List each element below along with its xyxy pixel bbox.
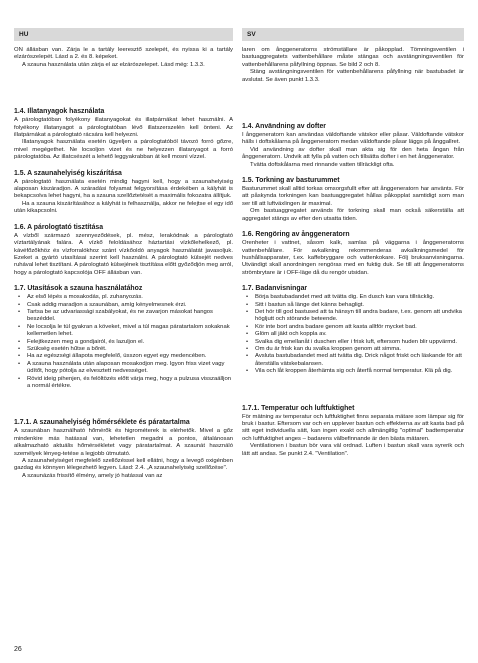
instruction-list [14, 294, 233, 390]
section-1-6 [242, 230, 464, 277]
column-hu [14, 47, 233, 480]
section-1-4 [242, 122, 464, 169]
list-item: • Glöm all jäkt och koppla av. [242, 331, 464, 338]
section-heading: 1.6. A párologtató tisztítása [14, 223, 104, 231]
paragraph: Vid användning av dofter skall man akta sig för den heta ångan från ånggeneratorn. Undvik att fylla på vatten och tillsätta dofter i en het ånggenerator. [242, 146, 464, 161]
section-heading: 1.7. Badanvisningar [242, 285, 308, 293]
paragraph: A párologtatóban folyékony illatanyagokat és illatpárnákat lehet használni. A folyékony illatanyagot a párologtatóban lévő illatszerszelén kell önteni. Az illatpárnákat a párologtató rácsára kell helyezni. [14, 117, 233, 139]
section-1-5 [242, 176, 464, 223]
section-heading: 1.4. Användning av dofter [242, 123, 326, 131]
paragraph: A szaunában használható hőmérők és higrométerek is elérhetők. Mivel a gőz mindenkire más hatással van, lehetetlen megadni a pontos, általánosan alkalmazható aktuális hőmérsékletet vagy páratartalmat. A szaunát használó személyek lényeg-tetése a legjobb útmutató. [14, 428, 233, 457]
list-item: • Vila och låt kroppen återhämta sig och återfå normal temperatur. Klä på dig. [242, 368, 464, 375]
list-item: • Kör inte bort andra badare genom att kasta alltför mycket bad. [242, 324, 464, 331]
list-item: • Tartsa be az udvariassági szabályokat, és ne zavarjon másokat hangos beszéddel. [14, 309, 233, 324]
list-item: • Szükség esetén hűtse a bőrét. [14, 346, 233, 353]
list-item: • Az első lépés a mosakodás, pl. zuhanyozás. [14, 294, 233, 301]
paragraph: Basturummet skall alltid torkas omsorgsfullt efter att ånggeneratorn har använts. För att påskynda torkningen kan bastuaggregatet hållas påkopplat samtidigt som man ser till att luftväxlingen är maximal. [242, 186, 464, 207]
intro-paragraph: ON állásban van. Zárja le a tartály leeresztő szelepét, és nyissa ki a tartály elzárószelepét. Lásd a 2. és 8. képeket. [14, 47, 233, 61]
list-item: • Csak addig maradjon a szaunában, amíg kényelmesnek érzi. [14, 302, 233, 309]
list-item: • Avsluta bastubadandet med att tvätta dig. Drick något friskt och läskande för att återställa vätskebalansen. [242, 353, 464, 368]
section-heading: 1.5. A szaunahelyiség kiszárítása [14, 169, 122, 177]
paragraph: Ventilationen i bastun bör vara väl ordnad. Luften i bastun skall vara syrerik och lätt att andas. Se punkt 2.4. "Ventilation". [242, 443, 464, 457]
instruction-list [242, 294, 464, 375]
paragraph: I ånggeneratorn kan användas väldoftande vätskor eller påsar. Väldoftande vätskor hälls i doftskålarna på ånggeneratorn medan väldoftande påsar läggs på ånggallret. [242, 132, 464, 146]
intro-paragraph: A szauna használata után zárja el az elzárószelepet. Lásd még: 1.3.3. [22, 61, 205, 68]
list-item: • Börja bastubadandet med att tvätta dig. En dusch kan vara tillräcklig. [242, 294, 464, 301]
paragraph: Orenheter i vattnet, såsom kalk, samlas på väggarna i ånggeneratorns vattenbehållare. För avkalkning rekommenderas avkalkningsmedel för hushållsapparater, t.ex. kaffebryggare och vattenkokare. Följ bruksanvisningarna. Utvändigt skall anordningen rengöras med en fuktig duk. Se till att ånggeneratorns strömbrytare är i OFF-läge då du rengör utsidan. [242, 240, 464, 276]
list-item: • A szauna használata után alaposan mosakodjon meg. Igyon friss vizet vagy üdítőt, hogy pótolja az elvesztett nedvességet. [14, 361, 233, 376]
language-label-sv: SV [242, 28, 464, 41]
paragraph: Ha a szauna kiszárításához a kályhát is felhasználja, akkor ne felejtse el egy idő után kikapcsolni. [14, 200, 233, 215]
language-label-hu: HU [14, 28, 233, 41]
paragraph: För mätning av temperatur och luftfuktighet finns separata mätare som lämpar sig för bruk i bastur. Eftersom var och en upplever bastun och effekterna av att kasta bad på sitt eget individuella sätt, kan ingen exakt och allmängiltig "optimal" badtemperatur och luftfuktighet anges – badarens välbefinnande är den bästa mätaren. [242, 413, 464, 442]
section-heading: 1.7.1. Temperatur och luftfuktighet [242, 404, 355, 412]
intro-paragraph: Stäng avstängningsventilen för vattenbehållarens påfyllning när bastubadet är avslutat. Se även punkt 1.3.3. [242, 69, 464, 83]
paragraph: A vízből származó szennyeződések, pl. mész, lerakódnak a párologtató víztartályának falára. A vízkő feloldásához háztartási vízkőlehelkező, pl. kávéfőzőkhöz és vízforralókhoz szánt vízkőoldó anyagok használatát javasoljuk. Ezeket a gyártó utasításai szerint kell használni. A párologtató külsejét nedves ruhával lehet tisztítani. A párologtató külsejének tisztítása előtt győződjön meg arról, hogy a párologtató kapcsolója OFF állásban van. [14, 232, 233, 276]
list-item: • Rövid ideig pihenjen, és felöltözés előtt várja meg, hogy a pulzusa visszaálljon a normál értékre. [14, 376, 233, 391]
section-1-7-1 [242, 404, 464, 458]
list-item: • Om du är frisk kan du svalka kroppen genom att simma. [242, 346, 464, 353]
column-sv [242, 47, 464, 458]
list-item: • Ha az egészségi állapota megfelelő, ússzon egyet egy medencében. [14, 353, 233, 360]
list-item: • Svalka dig emellanåt i duschen eller i frisk luft, eftersom huden blir uppvärmd. [242, 339, 464, 346]
section-1-7 [14, 284, 233, 390]
intro-paragraph: laren om ånggeneratorns strömställare är påkopplad. Tömningsventilen i bastuaggregatets vattenbehållare måste stängas och avstängningsventilen för vattenbehållarens påfyllning öppnas. Se bild 2 och 8. [242, 47, 464, 68]
section-1-7 [242, 284, 464, 375]
paragraph: Illatanyagok használata esetén ügyeljen a párologtatóból távozó forró gőzre, mivel megégethet. Ne locsoljon vizet és ne helyezzen illatanyagot a forró párologtatóba. Az illatcsészét a lehető leggyakrabban át kell mosni vízzel. [14, 139, 233, 161]
paragraph: Tvätta doftskålarna med rinnande vatten tillräckligt ofta. [250, 161, 395, 168]
section-1-5 [14, 169, 233, 216]
section-heading: 1.7.1. A szaunahelyiség hőmérséklete és páratartalma [14, 419, 190, 427]
section-heading: 1.6. Rengöring av ånggeneratorn [242, 231, 350, 239]
page-number: 26 [14, 646, 22, 653]
list-item: • Det hör till god bastused att ta hänsyn till andra badare, t.ex. genom att undvika högljutt och störande beteende. [242, 309, 464, 324]
section-1-7-1 [14, 418, 233, 480]
paragraph: Om bastuaggregatet används för torkning skall man också säkerställa att aggregatet stängs av efter den utsatta tiden. [242, 208, 464, 222]
list-item: • Felejtkezzen meg a gondjairól, és lazuljon el. [14, 339, 233, 346]
section-heading: 1.7. Utasítások a szauna használatához [14, 285, 143, 293]
section-heading: 1.5. Torkning av basturummet [242, 177, 340, 185]
paragraph: A szaunahelyiséget megfelelő szellőzéssel kell ellátni, hogy a levegő oxigénben gazdag és könnyen lélegezhető legyen. Lásd: 2.4. „A szaunahelyiség szellőzése". [14, 458, 233, 472]
section-1-6 [14, 223, 233, 277]
paragraph: A szaunázás frissítő élmény, amely jó hatással van az [22, 472, 163, 479]
section-1-4 [14, 107, 233, 161]
list-item: • Ne locsolja le túl gyakran a köveket, mivel a túl magas páratartalom sokaknak kellemetlen lehet. [14, 324, 233, 339]
paragraph: A párologtató használata esetén mindig hagyni kell, hogy a szaunahelyiség alaposan kiszáradjon. A száradási folyamat felgyorsítása érdekében a kályhát is bekapcsolva lehet hagyni, ha a szauna szellőztetését a maximális fokozatra állítjuk. [14, 178, 233, 200]
list-item: • Sitt i bastun så länge det känns behagligt. [242, 302, 464, 309]
section-heading: 1.4. Illatanyagok használata [14, 108, 105, 116]
